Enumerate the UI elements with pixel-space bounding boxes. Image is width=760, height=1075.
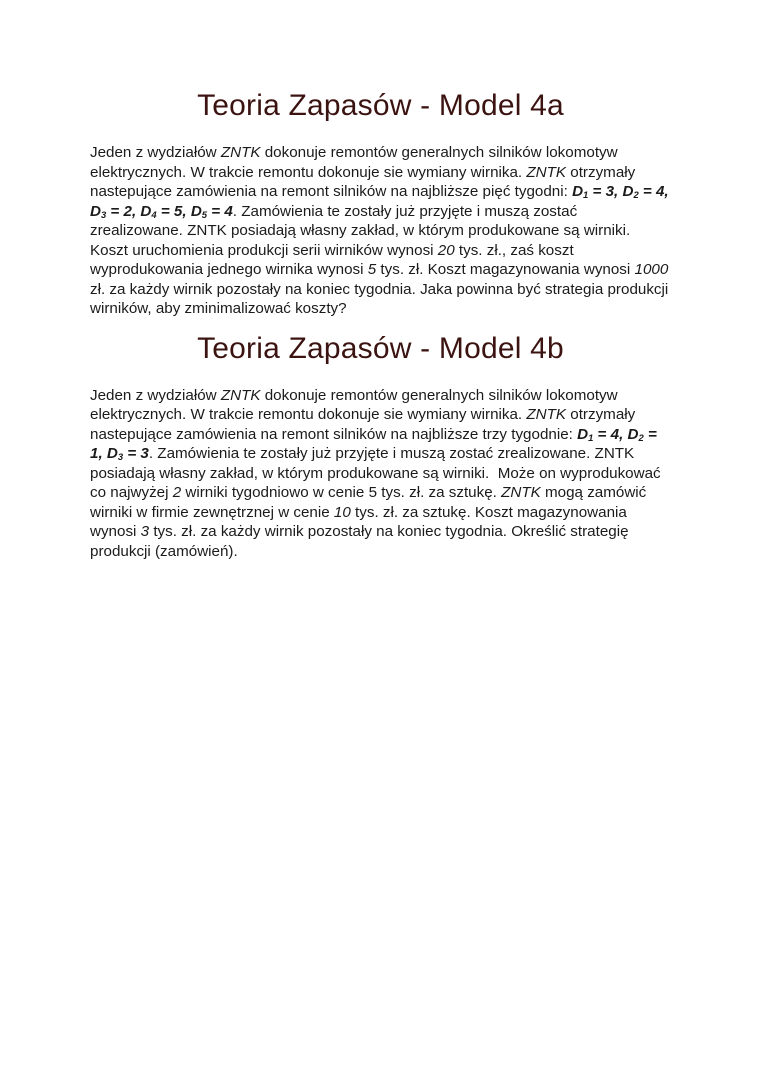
section-model-4a [90,88,671,319]
section-title-model-4a: Teoria Zapasów - Model 4a [197,89,564,122]
section-paragraph-model-4a: Jeden z wydziałów ZNTK dokonuje remontów generalnych silników lokomotyw elektrycznych. W trakcie remontu dokonuje sie wymiany wirnika. ZNTK otrzymały nastepujące zamówienia na remont silników na najbliższe pięć tygodni: $D_1 = 3$, $D_2 = 4$, $D_3 = 2$, $D_4 = 5$, $D_5 = 4$. Zamówienia te zostały już przyjęte i muszą zostać zrealizowane. ZNTK posiadają własny zakład, w którym produkowane są wirniki. Koszt uruchomienia produkcji serii wirników wynosi 20 tys. zł., zaś koszt wyprodukowania jednego wirnika wynosi 5 tys. zł. Koszt magazynowania wynosi 1000 zł. za każdy wirnik pozostały na koniec tygodnia. Jaka powinna być strategia produkcji wirników, aby zminimalizować koszty? [90,144,669,317]
section-model-4b [90,331,671,562]
section-paragraph-model-4b: Jeden z wydziałów ZNTK dokonuje remontów generalnych silników lokomotyw elektrycznych. W trakcie remontu dokonuje sie wymiany wirnika. ZNTK otrzymały nastepujące zamówienia na remont silników na najbliższe trzy tygodnie: $D_1 = 4$, $D_2 = 1$, $D_3 = 3$. Zamówienia te zostały już przyjęte i muszą zostać zrealizowane. ZNTK posiadają własny zakład, w którym produkowane są wirniki. Może on wyprodukować co najwyżej 2 wirniki tygodniowo w cenie 5 tys. zł. za sztukę. ZNTK mogą zamówić wirniki w firmie zewnętrznej w cenie 10 tys. zł. za sztukę. Koszt magazynowania wynosi 3 tys. zł. za każdy wirnik pozostały na koniec tygodnia. Określić strategię produkcji (zamówień). [90,386,661,560]
section-title-model-4b: Teoria Zapasów - Model 4b [197,331,564,365]
